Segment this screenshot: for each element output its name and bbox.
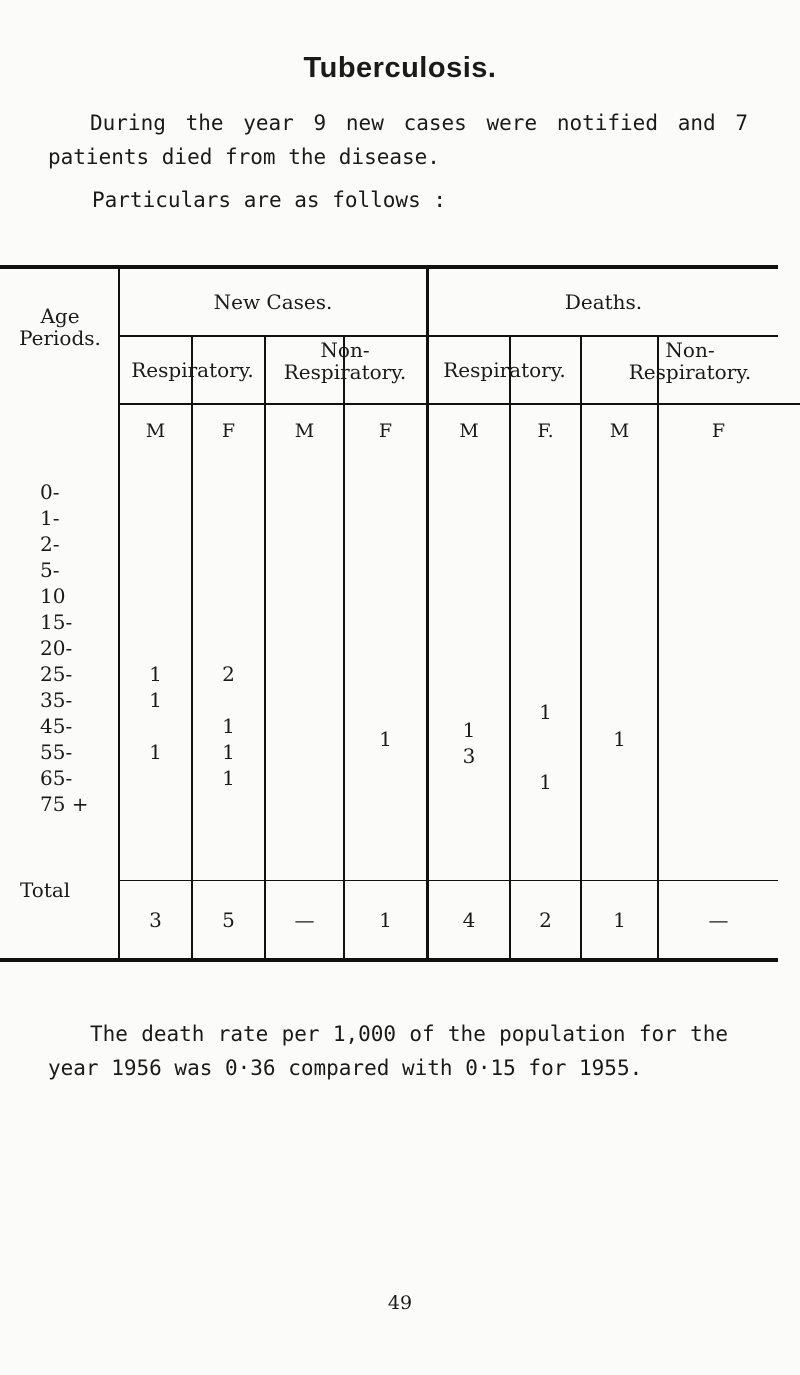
age-period: 0- — [40, 480, 60, 504]
age-period: 35- — [40, 688, 73, 712]
table-cell: 2 — [222, 662, 235, 686]
age-period: 20- — [40, 636, 73, 660]
age-period: 5- — [40, 558, 60, 582]
table-cell: 1 — [222, 740, 235, 764]
table-cell: 1 — [149, 688, 162, 712]
age-header — [4, 305, 116, 349]
total-cell: 1 — [379, 908, 392, 932]
deaths-nonresp-line-2: Respiratory. — [628, 360, 752, 384]
total-cell: 4 — [462, 908, 476, 932]
table-cell: 3 — [462, 744, 476, 768]
deaths-header: Deaths. — [564, 290, 643, 314]
age-period: 55- — [40, 740, 73, 764]
total-cell: 1 — [613, 908, 626, 932]
col-header-f: F — [711, 420, 726, 442]
col-header-f: F — [221, 420, 236, 442]
age-period: 25- — [40, 662, 73, 686]
deaths-nonresp-header — [580, 339, 800, 383]
total-rule — [120, 880, 778, 881]
col-header-m: M — [145, 420, 166, 442]
age-period: 45- — [40, 714, 73, 738]
total-cell: 5 — [222, 908, 235, 932]
header-rule-1 — [120, 335, 778, 337]
particulars-text: Particulars are as follows : — [92, 188, 447, 212]
total-cell: — — [708, 908, 729, 932]
new-cases-header: New Cases. — [213, 290, 333, 314]
new-nonresp-line-2: Respiratory. — [283, 360, 407, 384]
age-period: 2- — [40, 532, 60, 556]
table-cell: 1 — [149, 662, 162, 686]
page-title: Tuberculosis. — [303, 52, 497, 84]
deaths-nonresp-line-1: Non- — [665, 338, 715, 362]
death-rate-paragraph: The death rate per 1,000 of the population for the year 1956 was 0·36 compared with 0·15 for 1955. — [48, 1022, 728, 1080]
col-header-f: F — [378, 420, 393, 442]
header-rule-2 — [120, 403, 800, 405]
total-cell: 2 — [539, 908, 552, 932]
table-cell: 1 — [462, 718, 476, 742]
age-period: 65- — [40, 766, 73, 790]
table-cell: 1 — [149, 740, 162, 764]
col-header-m: M — [294, 420, 315, 442]
new-nonresp-line-1: Non- — [320, 338, 370, 362]
table-bottom-rule — [0, 958, 778, 962]
new-resp-header: Respiratory. — [131, 358, 254, 382]
table-cell: 1 — [613, 727, 626, 751]
new-nonresp-header — [264, 339, 426, 383]
total-cell: 3 — [149, 908, 162, 932]
table-cell: 1 — [222, 766, 235, 790]
age-period: 10 — [40, 584, 66, 608]
table-cell: 1 — [222, 714, 235, 738]
total-cell: — — [294, 908, 315, 932]
deaths-resp-header: Respiratory. — [443, 358, 566, 382]
age-header-line-2: Periods. — [19, 326, 101, 350]
page-number: 49 — [387, 1292, 413, 1314]
col-header-m: M — [459, 420, 479, 442]
table-top-rule — [0, 265, 778, 269]
age-header-line-1: Age — [40, 304, 80, 328]
col-header-m: M — [609, 420, 630, 442]
age-period: 1- — [40, 506, 60, 530]
table-cell: 1 — [379, 727, 392, 751]
col-header-f: F. — [537, 420, 554, 442]
table-cell: 1 — [539, 700, 552, 724]
intro-paragraph: During the year 9 new cases were notified and 7 patients died from the disease. — [48, 111, 748, 169]
table-cell: 1 — [539, 770, 552, 794]
age-period: 15- — [40, 610, 73, 634]
total-label: Total — [20, 878, 71, 902]
age-period: 75 + — [40, 792, 89, 816]
